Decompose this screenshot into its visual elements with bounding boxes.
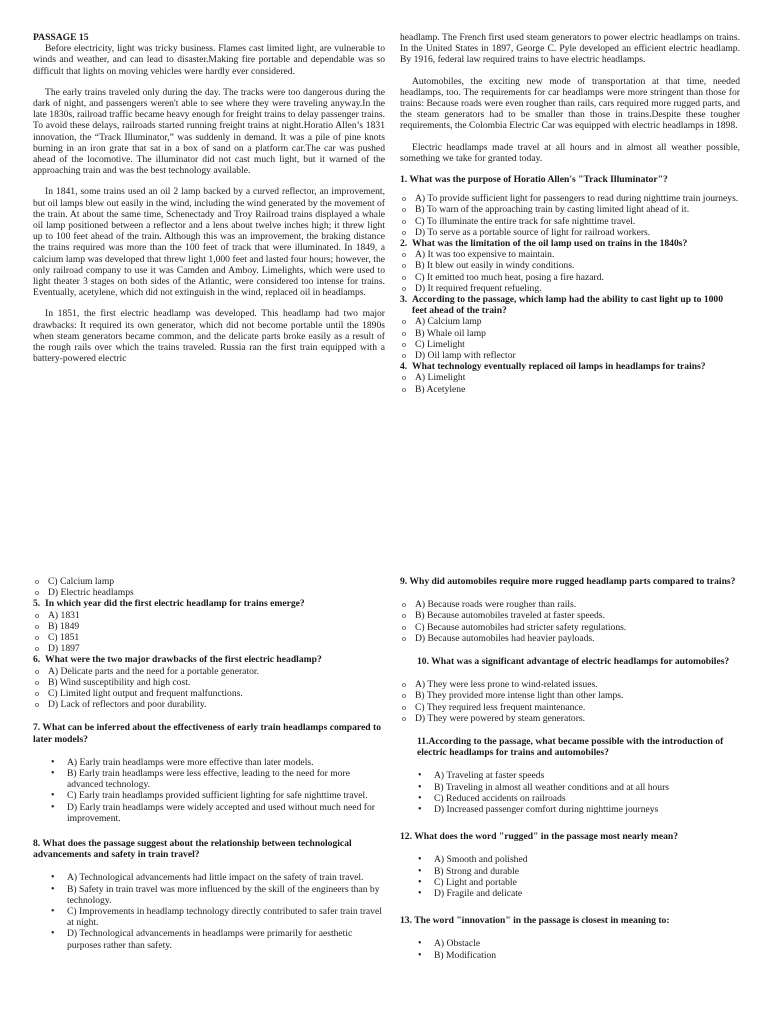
passage-paragraph-5: headlamp. The French first used steam generators to power electric headlamps on trains. In the United States in 1897, George C. Pyle developed an efficient electric headlamp. By 1916, federal law required trains to have electric headlamps. xyxy=(400,32,740,66)
option-marker xyxy=(400,260,415,271)
passage-column-left xyxy=(33,32,385,374)
option-2c: o C) It emitted too much heat, posing a fire hazard. xyxy=(400,272,740,283)
option-marker xyxy=(33,688,48,699)
question-8-options xyxy=(33,872,385,950)
option-7a: • A) Early train headlamps were more effective than later models. xyxy=(33,757,385,768)
option-13b: • B) Modification xyxy=(400,950,740,961)
passage-column-right xyxy=(400,32,740,395)
option-marker xyxy=(33,576,48,587)
passage-paragraph-1: Before electricity, light was tricky business. Flames cast limited light, are vulnerable to winds and weather, and can lead to disaster.Making fire portable and dependable was so difficult that lights on moving vehicles were hardly ever considered. xyxy=(33,43,385,77)
bullet-marker xyxy=(33,872,67,883)
question-6-options xyxy=(33,666,385,711)
option-4d: o D) Electric headlamps xyxy=(33,587,385,598)
question-6: 6. What were the two major drawbacks of the first electric headlamp? xyxy=(33,654,322,666)
questions-column-left xyxy=(33,576,385,951)
option-marker xyxy=(400,283,415,294)
option-marker xyxy=(33,677,48,688)
option-marker xyxy=(400,350,415,361)
bullet-marker xyxy=(33,757,67,768)
bullet-marker xyxy=(400,938,434,949)
question-2-options xyxy=(400,249,740,294)
question-7: 7. What can be inferred about the effectiveness of early train headlamps compared to later models? xyxy=(33,722,382,745)
passage-paragraph-7: Electric headlamps made travel at all hours and in almost all weather possible, something we take for granted today. xyxy=(400,141,740,164)
option-marker xyxy=(33,621,48,632)
question-7-options xyxy=(33,757,385,824)
option-10d: o D) They were powered by steam generators. xyxy=(400,713,740,724)
option-1c: o C) To illuminate the entire track for safe nighttime travel. xyxy=(400,216,740,227)
question-5: 5. In which year did the first electric headlamp for trains emerge? xyxy=(33,598,305,610)
option-11d: • D) Increased passenger comfort during nighttime journeys xyxy=(400,804,740,815)
question-11-options xyxy=(400,770,740,815)
question-10-options xyxy=(400,679,740,724)
bullet-marker xyxy=(33,768,67,790)
option-marker xyxy=(400,328,415,339)
option-marker xyxy=(400,339,415,350)
question-5-options xyxy=(33,610,385,655)
option-marker xyxy=(33,632,48,643)
option-marker xyxy=(33,643,48,654)
option-4a: o A) Limelight xyxy=(400,372,740,383)
question-4-options xyxy=(400,372,740,394)
option-marker xyxy=(400,227,415,238)
option-marker xyxy=(400,599,415,610)
questions-column-right xyxy=(400,576,740,961)
option-4b: o B) Acetylene xyxy=(400,384,740,395)
question-1: 1. What was the purpose of Horatio Allen's "Track Illuminator"? xyxy=(400,174,668,186)
option-11b: • B) Traveling in almost all weather conditions and at all hours xyxy=(400,782,740,793)
option-7d: • D) Early train headlamps were widely accepted and used without much need for improvement. xyxy=(33,802,385,824)
option-5d: o D) 1897 xyxy=(33,643,385,654)
option-marker xyxy=(400,610,415,621)
option-marker xyxy=(33,610,48,621)
option-8b: • B) Safety in train travel was more influenced by the skill of the engineers than by technology. xyxy=(33,884,385,906)
bullet-marker xyxy=(400,804,434,815)
question-12-options xyxy=(400,854,740,899)
option-5b: o B) 1849 xyxy=(33,621,385,632)
bullet-marker xyxy=(33,906,67,928)
option-9a: o A) Because roads were rougher than rails. xyxy=(400,599,740,610)
question-4-options-continued xyxy=(33,576,385,598)
option-3c: o C) Limelight xyxy=(400,339,740,350)
option-marker xyxy=(400,633,415,644)
question-11: 11.According to the passage, what became possible with the introduction of electric headlamps for trains and automobiles? xyxy=(417,736,724,759)
question-3-options xyxy=(400,316,740,361)
option-8d: • D) Technological advancements in headlamps were primarily for aesthetic purposes rather than safety. xyxy=(33,928,385,950)
option-marker xyxy=(400,216,415,227)
bullet-marker xyxy=(400,854,434,865)
option-13a: • A) Obstacle xyxy=(400,938,740,949)
option-9b: o B) Because automobiles traveled at faster speeds. xyxy=(400,610,740,621)
option-8a: • A) Technological advancements had little impact on the safety of train travel. xyxy=(33,872,385,883)
question-4: 4. What technology eventually replaced oil lamps in headlamps for trains? xyxy=(400,361,706,373)
option-10c: o C) They required less frequent maintenance. xyxy=(400,702,740,713)
option-marker xyxy=(400,316,415,327)
option-marker xyxy=(400,702,415,713)
bullet-marker xyxy=(33,928,67,950)
question-9: 9. Why did automobiles require more rugged headlamp parts compared to trains? xyxy=(400,576,736,587)
option-marker xyxy=(33,666,48,677)
option-12d: • D) Fragile and delicate xyxy=(400,888,740,899)
option-6b: o B) Wind susceptibility and high cost. xyxy=(33,677,385,688)
option-6a: o A) Delicate parts and the need for a portable generator. xyxy=(33,666,385,677)
question-10: 10. What was a significant advantage of electric headlamps for automobiles? xyxy=(417,656,730,668)
option-12b: • B) Strong and durable xyxy=(400,866,740,877)
question-8: 8. What does the passage suggest about the relationship between technological advancements and safety in train travel? xyxy=(33,838,352,861)
question-2: 2. What was the limitation of the oil lamp used on trains in the 1840s? xyxy=(400,238,688,250)
option-3d: o D) Oil lamp with reflector xyxy=(400,350,740,361)
option-11a: • A) Traveling at faster speeds xyxy=(400,770,740,781)
option-marker xyxy=(400,249,415,260)
option-marker xyxy=(400,679,415,690)
passage-paragraph-3: In 1841, some trains used an oil 2 lamp backed by a curved reflector, an improvement, but oil lamps blew out easily in the wind, including the wind generated by the movement of the train. At about the same time, Schenectady and Troy Railroad trains displayed a whale oil lamp positioned between a reflector and a lens about twelve inches high; it threw light up to 100 feet ahead of the train. Although this was an improvement, the braking distance the trains required was more than the 100 feet of track that were illuminated. In 1849, a calcium lamp was developed that threw light 1,000 feet and lasted four hours; however, the only railroad company to use it was Camden and Amboy. Limelights, which were used to light theater 3 stages on both sides of the Atlantic, were considered too intense for trains. Eventually, acetylene, which did not extinguish in the wind, replaced oil in headlamps. xyxy=(33,186,385,299)
bullet-marker xyxy=(400,888,434,899)
option-5a: o A) 1831 xyxy=(33,610,385,621)
bullet-marker xyxy=(400,866,434,877)
option-10a: o A) They were less prone to wind-related issues. xyxy=(400,679,740,690)
question-13-options xyxy=(400,938,740,960)
option-10b: o B) They provided more intense light than other lamps. xyxy=(400,690,740,701)
option-marker xyxy=(400,372,415,383)
option-4c: o C) Calcium lamp xyxy=(33,576,385,587)
option-7b: • B) Early train headlamps were less effective, leading to the need for more advanced technology. xyxy=(33,768,385,790)
option-2b: o B) It blew out easily in windy conditions. xyxy=(400,260,740,271)
option-1d: o D) To serve as a portable source of light for railroad workers. xyxy=(400,227,740,238)
option-9d: o D) Because automobiles had heavier payloads. xyxy=(400,633,740,644)
question-9-options xyxy=(400,599,740,644)
option-6c: o C) Limited light output and frequent malfunctions. xyxy=(33,688,385,699)
option-6d: o D) Lack of reflectors and poor durability. xyxy=(33,699,385,710)
bullet-marker xyxy=(400,877,434,888)
option-9c: o C) Because automobiles had stricter safety regulations. xyxy=(400,622,740,633)
option-3a: o A) Calcium lamp xyxy=(400,316,740,327)
passage-paragraph-2: The early trains traveled only during the day. The tracks were too dangerous during the dark of night, and passengers weren't able to see where they were traveling anyway.In the late 1830s, railroad traffic became heavy enough for freight trains to delay passenger trains. To avoid these delays, railroads started running freight trains at night.Horatio Allen’s 1831 innovation, the “Track Illuminator,” was suddenly in demand. It was a pile of pine knots burning in an iron grate that sat in a box of sand on a platform car.The car was pushed ahead of the locomotive. The illuminator did not cast much light, but it warned of the approaching train and was the best technology available. xyxy=(33,86,385,177)
option-12a: • A) Smooth and polished xyxy=(400,854,740,865)
bullet-marker xyxy=(400,770,434,781)
option-marker xyxy=(400,713,415,724)
bullet-marker xyxy=(33,790,67,801)
option-1a: o A) To provide sufficient light for passengers to read during nighttime train journeys. xyxy=(400,193,740,204)
bullet-marker xyxy=(400,793,434,804)
question-1-options xyxy=(400,193,740,238)
option-marker xyxy=(400,690,415,701)
question-12: 12. What does the word "rugged" in the passage most nearly mean? xyxy=(400,831,679,843)
option-marker xyxy=(400,204,415,215)
option-8c: • C) Improvements in headlamp technology directly contributed to safer train travel at night. xyxy=(33,906,385,928)
option-3b: o B) Whale oil lamp xyxy=(400,328,740,339)
option-marker xyxy=(400,272,415,283)
option-11c: • C) Reduced accidents on railroads xyxy=(400,793,740,804)
option-marker xyxy=(400,384,415,395)
passage-title: PASSAGE 15 xyxy=(33,32,89,43)
passage-paragraph-6: Automobiles, the exciting new mode of transportation at that time, needed headlamps, too. The requirements for car headlamps were more stringent than those for trains: Because roads were even rougher than rails, cars required more rugged parts, and the steam generators had to be smaller than those in trains.Despite these tougher requirements, the Colombia Electric Car was equipped with electric headlamps in 1898. xyxy=(400,75,740,132)
option-marker xyxy=(33,699,48,710)
option-marker xyxy=(400,193,415,204)
question-13: 13. The word "innovation" in the passage is closest in meaning to: xyxy=(400,915,670,927)
passage-paragraph-4: In 1851, the first electric headlamp was developed. This headlamp had two major drawbacks: It required its own generator, which did not become portable until the 1890s when steam generators became common, and the delicate parts broke easily as a result of the rough rails over which the trains traveled. Russia ran the first train equipped with a battery-powered electric xyxy=(33,308,385,365)
option-7c: • C) Early train headlamps provided sufficient lighting for safe nighttime travel. xyxy=(33,790,385,801)
bullet-marker xyxy=(33,884,67,906)
option-marker xyxy=(400,622,415,633)
bullet-marker xyxy=(33,802,67,824)
question-3: 3. According to the passage, which lamp had the ability to cast light up to 1000 feet ahead of the train? xyxy=(400,294,724,317)
bullet-marker xyxy=(400,782,434,793)
option-5c: o C) 1851 xyxy=(33,632,385,643)
option-2a: o A) It was too expensive to maintain. xyxy=(400,249,740,260)
bullet-marker xyxy=(400,950,434,961)
option-1b: o B) To warn of the approaching train by casting limited light ahead of it. xyxy=(400,204,740,215)
option-12c: • C) Light and portable xyxy=(400,877,740,888)
option-2d: o D) It required frequent refueling. xyxy=(400,283,740,294)
option-marker xyxy=(33,587,48,598)
